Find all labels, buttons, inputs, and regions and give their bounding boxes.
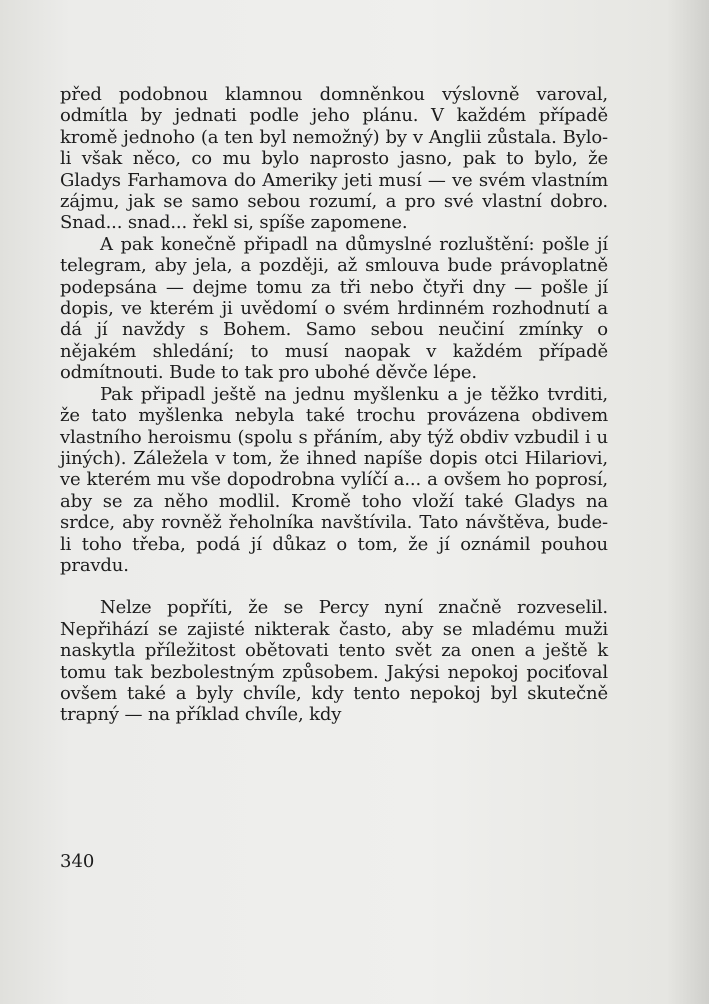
paragraph-1: před podobnou klamnou domněnkou výslovně varoval, odmítla by jednati podle jeho plánu. V každém případě kromě jednoho (a ten byl nemožný) by v Anglii zůstala. Bylo-li však něco, co mu bylo naprosto jasno, pak to bylo, že Gladys Farhamova do Ameriky jeti musí — ve svém vlastním zájmu, jak se samo sebou rozumí, a pro své vlastní dobro. Snad... snad... řekl si, spíše zapomene.	[60, 84, 608, 234]
page-number: 340	[60, 851, 95, 872]
body-text	[60, 84, 608, 726]
paragraph-3: Pak připadl ještě na jednu myšlenku a je těžko tvrditi, že tato myšlenka nebyla také trochu provázena obdivem vlastního heroismu (spolu s přáním, aby týž obdiv vzbudil i u jiných). Záležela v tom, že ihned napíše dopis otci Hilariovi, ve kterém mu vše dopodrobna vylíčí a... a ovšem ho poprosí, aby se za něho modlil. Kromě toho vloží také Gladys na srdce, aby rovněž řeholníka navštívila. Tato návštěva, bude-li toho třeba, podá jí důkaz o tom, že jí oznámil pouhou pravdu.	[60, 383, 608, 576]
paragraph-4: Nelze popříti, že se Percy nyní značně rozveselil. Nepřihází se zajisté nikterak často, aby se mladému muži naskytla příležitost obětovati tento svět za onen a ještě k tomu tak bezbolestným způsobem. Jakýsi nepokoj pociťoval ovšem také a byly chvíle, kdy tento nepokoj byl skutečně trapný — na příklad chvíle, kdy	[60, 597, 608, 726]
paragraph-2: A pak konečně připadl na důmyslné rozluštění: pošle jí telegram, aby jela, a později, až smlouva bude právoplatně podepsána — dejme tomu za tři nebo čtyři dny — pošle jí dopis, ve kterém ji uvědomí o svém hrdinném rozhodnutí a dá jí navždy s Bohem. Samo sebou neučiní zmínky o nějakém shledání; to musí naopak v každém případě odmítnouti. Bude to tak pro ubohé děvče lépe.	[60, 233, 608, 384]
